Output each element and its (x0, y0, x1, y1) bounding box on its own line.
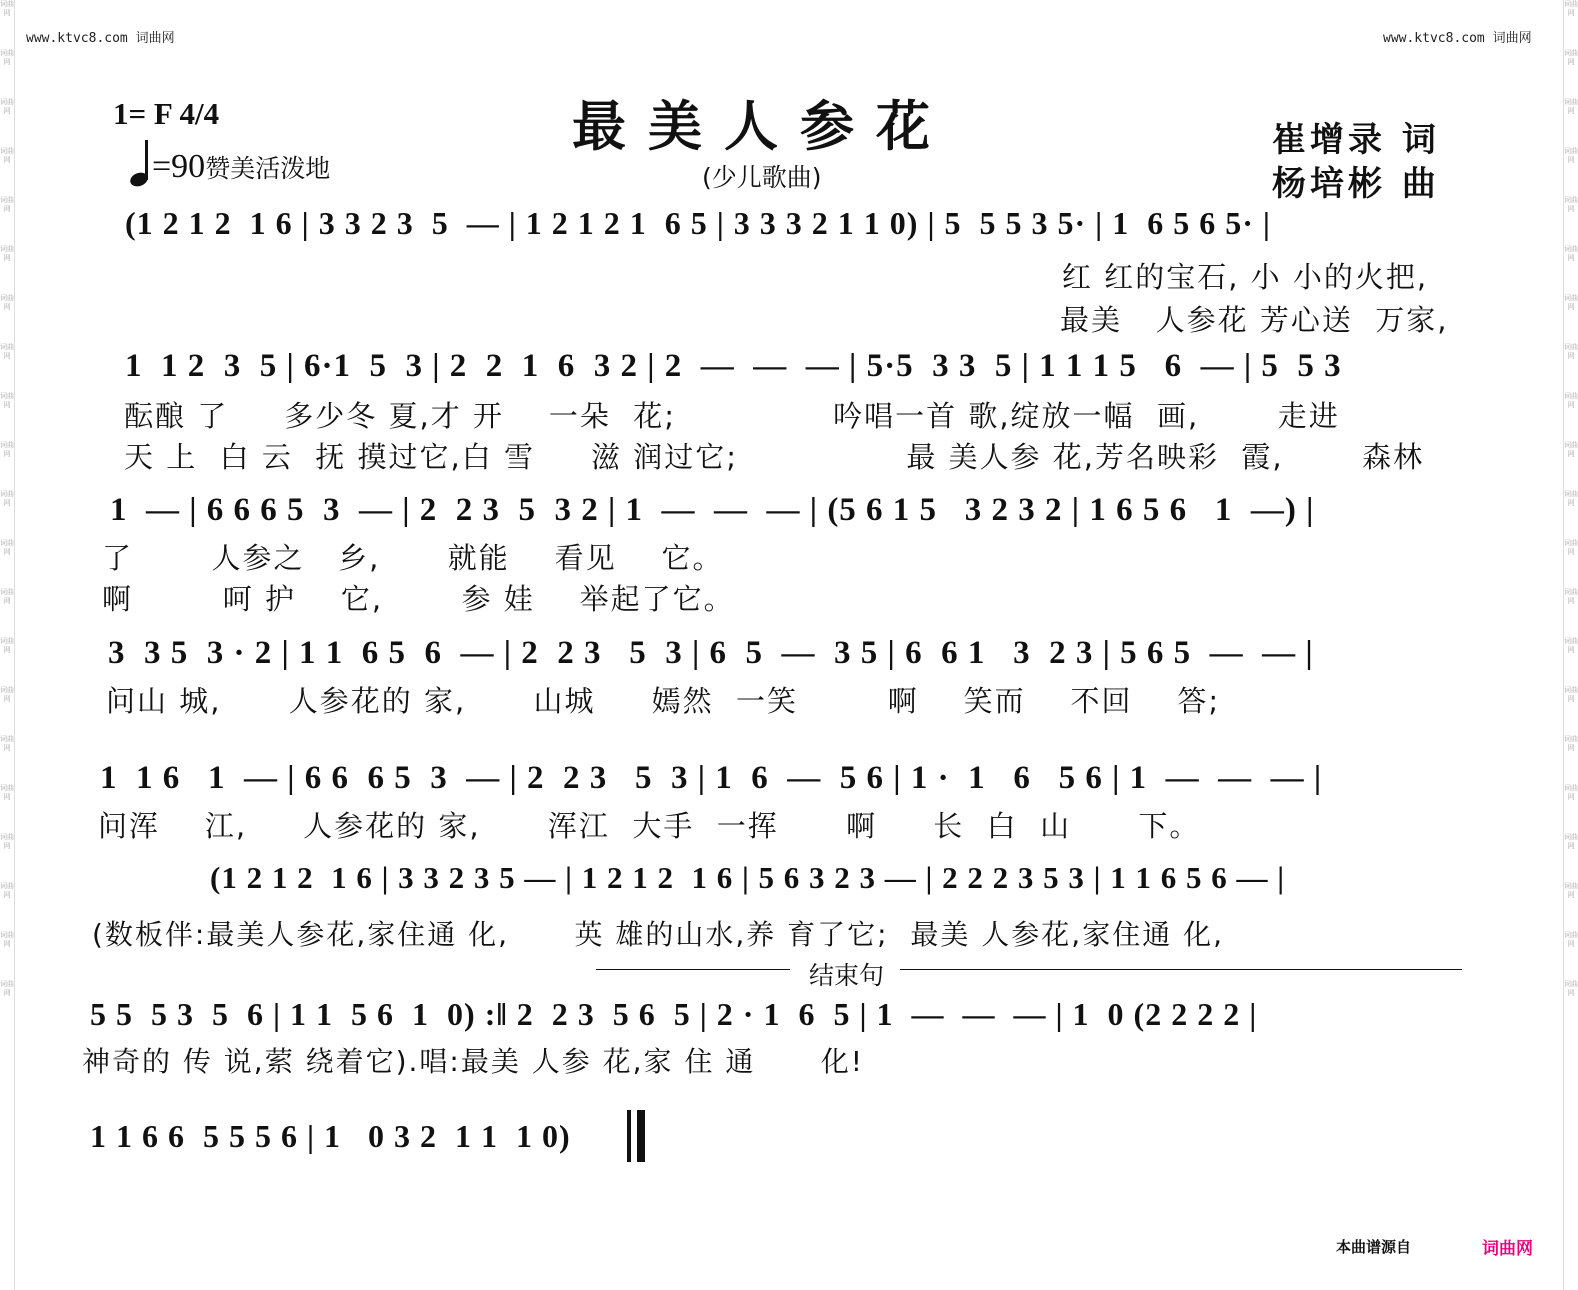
side-watermark: 词曲网 (1564, 833, 1578, 850)
lyric-line-3-verse-2: 啊 呵 护 它, 参 娃 举起了它。 (102, 582, 735, 616)
side-watermark: 词曲网 (0, 784, 14, 801)
brand-logo[interactable]: 词曲网 (1482, 1239, 1533, 1259)
ending-label: 结束句 (803, 956, 890, 992)
side-watermark: 词曲网 (1564, 196, 1578, 213)
score-line-7: 5 5 5 3 5 6 | 1 1 5 6 1 0) :‖ 2 2 3 5 6 5 | 2 · 1 6 5 | 1 — — — | 1 0 (2 2 2 2 | (90, 996, 1258, 1032)
composer-credit: 杨培彬 曲 (1272, 164, 1440, 204)
side-watermark: 词曲网 (0, 637, 14, 654)
side-watermark: 词曲网 (1564, 980, 1578, 997)
score-line-1: (1 2 1 2 1 6 | 3 3 2 3 5 — | 1 2 1 2 1 6 5 | 3 3 3 2 1 1 0) | 5 5 5 3 5· | 1 6 5 6 5· | (125, 205, 1271, 241)
side-watermark: 词曲网 (1564, 98, 1578, 115)
lyric-line-4: 问山 城, 人参花的 家, 山城 嫣然 一笑 啊 笑而 不回 答; (106, 684, 1221, 718)
ending-line-left (596, 969, 790, 970)
score-line-4: 3 3 5 3 · 2 | 1 1 6 5 6 — | 2 2 3 5 3 | 6 5 — 3 5 | 6 6 1 3 2 3 | 5 6 5 — — | (108, 635, 1314, 671)
side-watermark: 词曲网 (1564, 49, 1578, 66)
lyric-line-3-verse-1: 了 人参之 乡, 就能 看见 它。 (102, 541, 724, 575)
score-line-6: (1 2 1 2 1 6 | 3 3 2 3 5 — | 1 2 1 2 1 6 | 5 6 3 2 3 — | 2 2 2 3 5 3 | 1 1 6 5 6 — | (210, 860, 1286, 895)
lyric-line-5: 问浑 江, 人参花的 家, 浑江 大手 一挥 啊 长 白 山 下。 (98, 809, 1201, 843)
song-title: 最美人参花 (572, 95, 952, 158)
score-line-3: 1 — | 6 6 6 5 3 — | 2 2 3 5 3 2 | 1 — — — | (5 6 1 5 3 2 3 2 | 1 6 5 6 1 —) | (110, 492, 1315, 528)
side-watermark: 词曲网 (0, 539, 14, 556)
side-watermark: 词曲网 (0, 686, 14, 703)
side-watermark: 词曲网 (1564, 588, 1578, 605)
side-watermark: 词曲网 (0, 931, 14, 948)
side-watermark: 词曲网 (1564, 0, 1578, 17)
lyric-line-6: (数板伴:最美人参花,家住通 化, 英 雄的山水,养 育了它; 最美 人参花,家住通 化, (92, 918, 1225, 951)
side-watermark: 词曲网 (1564, 931, 1578, 948)
side-watermark: 词曲网 (0, 588, 14, 605)
lyricist-credit: 崔增录 词 (1272, 120, 1440, 160)
lyric-line-1-verse-2: 最美 人参花 芳心送 万家, (1060, 303, 1449, 337)
score-line-2: 1 1 2 3 5 | 6·1 5 3 | 2 2 1 6 3 2 | 2 — — — | 5·5 3 3 5 | 1 1 1 5 6 — | 5 5 3 (125, 348, 1342, 384)
lyric-line-2-verse-2: 天 上 白 云 抚 摸过它,白 雪 滋 润过它; 最 美人参 花,芳名映彩 霞, 森林 (124, 440, 1425, 474)
side-watermark: 词曲网 (0, 294, 14, 311)
score-line-5: 1 1 6 1 — | 6 6 6 5 3 — | 2 2 3 5 3 | 1 6 — 5 6 | 1 · 1 6 5 6 | 1 — — — | (100, 760, 1323, 796)
site-url-right: www.ktvc8.com 词曲网 (1383, 31, 1532, 46)
left-watermark-strip (0, 0, 15, 1290)
tempo-value: =90 (152, 148, 206, 185)
lyric-line-7: 神奇的 传 说,萦 绕着它).唱:最美 人参 花,家 住 通 化! (82, 1045, 864, 1078)
side-watermark: 词曲网 (1564, 343, 1578, 360)
side-watermark: 词曲网 (1564, 147, 1578, 164)
side-watermark: 词曲网 (1564, 294, 1578, 311)
side-watermark: 词曲网 (1564, 637, 1578, 654)
site-url-left: www.ktvc8.com 词曲网 (26, 31, 175, 46)
tempo-description: 赞美活泼地 (205, 154, 331, 183)
side-watermark: 词曲网 (0, 0, 14, 17)
ending-line-right (900, 969, 1462, 970)
quarter-note-icon (130, 140, 152, 186)
side-watermark: 词曲网 (1564, 539, 1578, 556)
side-watermark: 词曲网 (1564, 490, 1578, 507)
tempo-marking (130, 140, 330, 186)
key-signature: 1= F 4/4 (113, 96, 220, 131)
source-label: 本曲谱源自 (1336, 1238, 1412, 1256)
lyric-line-2-verse-1: 酝酿 了 多少冬 夏,才 开 一朵 花; 吟唱一首 歌,绽放一幅 画, 走进 (124, 399, 1340, 433)
right-watermark-strip (1563, 0, 1578, 1290)
side-watermark: 词曲网 (0, 196, 14, 213)
side-watermark: 词曲网 (1564, 735, 1578, 752)
side-watermark: 词曲网 (0, 882, 14, 899)
side-watermark: 词曲网 (0, 49, 14, 66)
side-watermark: 词曲网 (0, 980, 14, 997)
side-watermark: 词曲网 (0, 490, 14, 507)
song-subtitle: (少儿歌曲) (702, 163, 822, 192)
score-line-8: 1 1 6 6 5 5 5 6 | 1 0 3 2 1 1 1 0) (90, 1118, 571, 1154)
side-watermark: 词曲网 (0, 343, 14, 360)
side-watermark: 词曲网 (0, 833, 14, 850)
final-barline-thick (637, 1110, 645, 1162)
side-watermark: 词曲网 (1564, 784, 1578, 801)
side-watermark: 词曲网 (1564, 882, 1578, 899)
side-watermark: 词曲网 (0, 147, 14, 164)
side-watermark: 词曲网 (1564, 245, 1578, 262)
lyric-line-1-verse-1: 红 红的宝石, 小 小的火把, (1062, 260, 1429, 294)
side-watermark: 词曲网 (1564, 686, 1578, 703)
side-watermark: 词曲网 (0, 98, 14, 115)
side-watermark: 词曲网 (1564, 441, 1578, 458)
side-watermark: 词曲网 (0, 245, 14, 262)
side-watermark: 词曲网 (0, 441, 14, 458)
side-watermark: 词曲网 (0, 735, 14, 752)
side-watermark: 词曲网 (1564, 392, 1578, 409)
side-watermark: 词曲网 (0, 392, 14, 409)
final-barline-thin (627, 1110, 631, 1162)
